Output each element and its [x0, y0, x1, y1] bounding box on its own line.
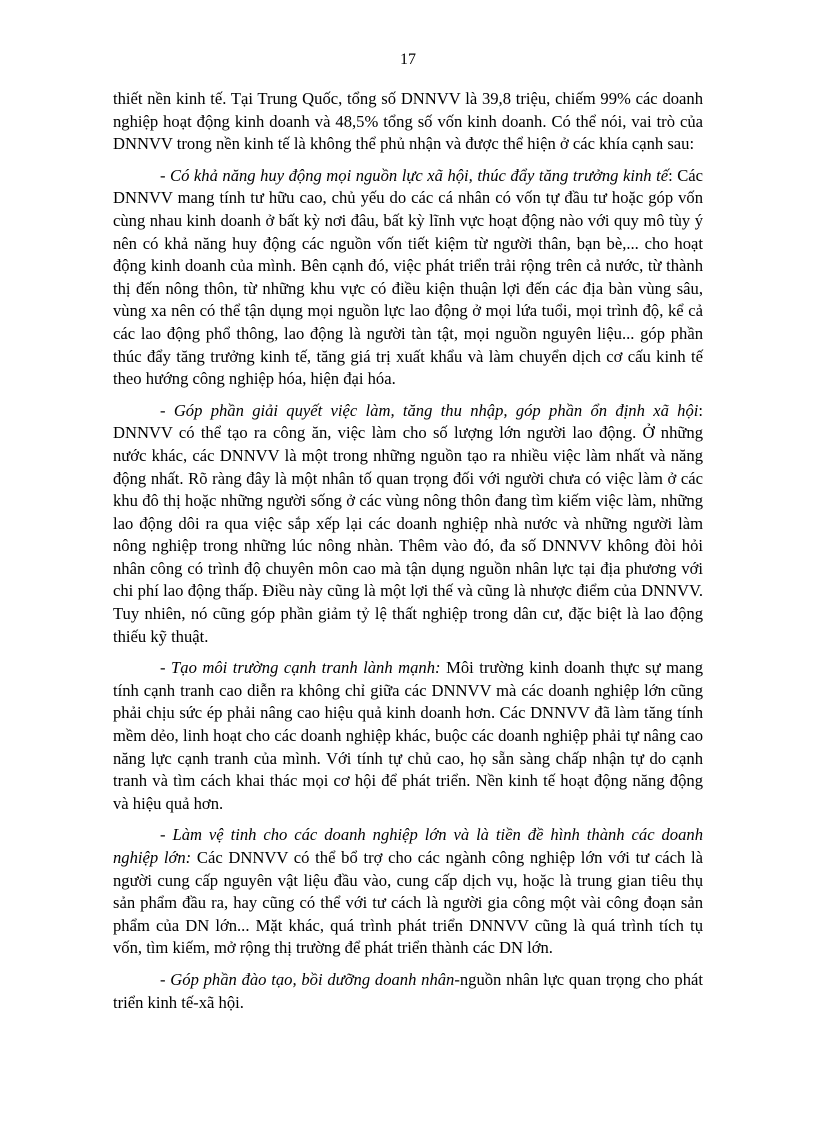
page-number: 17 — [400, 51, 416, 68]
paragraph-text: : DNNVV có thể tạo ra công ăn, việc làm cho số lượng lớn người lao động. Ở những nước khác, các DNNVV là một trong những nguồn tạo ra nhiều việc làm nhất và năng động nhất. Rõ ràng đây là một nhân tố quan trọng đối với người chưa có việc làm ở các khu đô thị hoặc những người sống ở các vùng nông thôn đang tìm kiếm việc làm, những lao động dôi ra qua việc sắp xếp lại các doanh nghiệp nhà nước và những người làm nông nghiệp trong những lúc nông nhàn. Thêm vào đó, đa số DNNVV không đòi hỏi nhân công có trình độ chuyên môn cao mà tận dụng nguồn nhân lực tại địa phương với chi phí lao động thấp. Điều này cũng là một lợi thế và cũng là nhược điểm của DNNVV. Tuy nhiên, nó cũng góp phần giảm tỷ lệ thất nghiệp trong dân cư, đặc biệt là lao động thiếu kỹ thuật. — [113, 400, 703, 646]
paragraph-lead: - Tạo môi trường cạnh tranh lành mạnh: — [160, 658, 441, 678]
paragraph-lead: - Góp phần giải quyết việc làm, tăng thu nhập, góp phần ổn định xã hội — [160, 400, 699, 420]
paragraph-text: -nguồn nhân lực quan trọng cho phát triển kinh tế-xã hội. — [113, 969, 703, 1012]
paragraph-text: Các DNNVV có thể bổ trợ cho các ngành công nghiệp lớn với tư cách là người cung cấp nguyên vật liệu đầu vào, cung cấp dịch vụ, hoặc là trung gian tiêu thụ sản phẩm đầu ra, hay cũng có thể với tư cách là người gia công một vài công đoạn sản phẩm của DN lớn... Mặt khác, quá trình phát triển DNNVV cũng là quá trình tích tụ vốn, tìm kiếm, mở rộng thị trường để phát triển thành các DN lớn. — [113, 848, 703, 958]
paragraph-lead: - Làm vệ tinh cho các doanh nghiệp lớn và là tiền đề hình thành các doanh nghiệp lớn: — [113, 825, 703, 867]
paragraph-lead: - Góp phần đào tạo, bồi dưỡng doanh nhân — [160, 969, 455, 989]
paragraph-competition — [113, 657, 703, 815]
paragraph-intro — [113, 88, 703, 156]
paragraph-text: Môi trường kinh doanh thực sự mang tính cạnh tranh cao diễn ra không chỉ giữa các DNNVV mà các doanh nghiệp lớn cũng phải chịu sức ép phải nâng cao hiệu quả kinh doanh hơn. Các DNNVV đã làm tăng tính mềm dẻo, linh hoạt cho các doanh nghiệp khác, buộc các doanh nghiệp phải tự nâng cao năng lực cạnh tranh của mình. Với tính tự chủ cao, họ sẵn sàng chấp nhận tự do cạnh tranh và tìm cách khai thác mọi cơ hội để phát triển. Nền kinh tế hoạt động năng động và hiệu quả hơn. — [113, 658, 703, 813]
paragraph-employment — [113, 400, 703, 649]
paragraph-mobilize-resources — [113, 165, 703, 391]
paragraph-text: thiết nền kinh tế. Tại Trung Quốc, tổng số DNNVV là 39,8 triệu, chiếm 99% các doanh nghiệp hoạt động kinh doanh và 48,5% tổng số vốn kinh doanh. Có thể nói, vai trò của DNNVV trong nền kinh tế là không thể phủ nhận và được thể hiện ở các khía cạnh sau: — [113, 89, 703, 154]
body-text — [113, 88, 703, 1023]
paragraph-lead: - Có khả năng huy động mọi nguồn lực xã hội, thúc đẩy tăng trưởng kinh tế — [160, 165, 669, 185]
paragraph-text: : Các DNNVV mang tính tư hữu cao, chủ yếu do các cá nhân có vốn tự đầu tư hoặc góp vốn cùng nhau kinh doanh ở bất kỳ nơi đâu, bất kỳ lĩnh vực hoạt động nào với quy mô tùy ý nên có khả năng huy động các nguồn vốn tiết kiệm từ người thân, bạn bè,... cho hoạt động kinh doanh của mình. Bên cạnh đó, việc phát triển trải rộng trên cả nước, từ thành thị đến nông thôn, từ những khu vực có điều kiện thuận lợi đến các địa bàn vùng sâu, vùng xa nên có thể tận dụng mọi nguồn lực lao động ở mọi lứa tuổi, mọi trình độ, kể cả các lao động phổ thông, lao động là người tàn tật, mọi nguồn nguyên liệu... góp phần thúc đẩy tăng trưởng kinh tế, tăng giá trị xuất khẩu và làm chuyển dịch cơ cấu kinh tế theo hướng công nghiệp hóa, hiện đại hóa. — [113, 165, 703, 389]
paragraph-training — [113, 969, 703, 1014]
paragraph-satellite — [113, 824, 703, 960]
